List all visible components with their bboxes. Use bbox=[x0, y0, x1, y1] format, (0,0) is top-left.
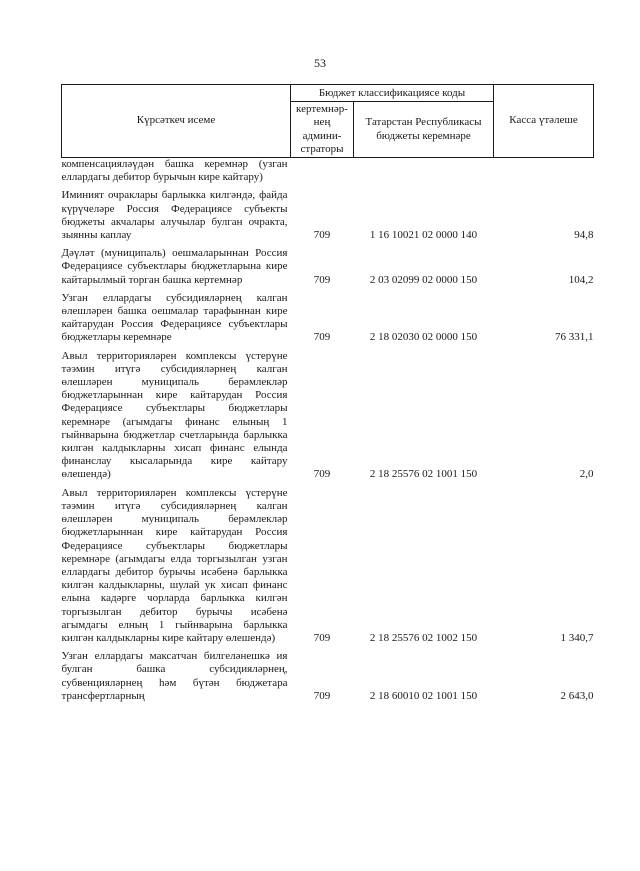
header-admin-code: кертемнәр-нең админи-страторы bbox=[291, 102, 354, 158]
table-row bbox=[62, 482, 594, 645]
admin-code: 709 bbox=[313, 229, 331, 242]
admin-code: 709 bbox=[313, 273, 331, 286]
cash-amount: 104,2 bbox=[568, 273, 594, 286]
admin-code: 709 bbox=[313, 468, 331, 481]
revenue-code: 2 03 02099 02 0000 150 bbox=[369, 273, 478, 286]
revenue-code: 2 18 60010 02 1001 150 bbox=[369, 689, 478, 702]
indicator-name: Авыл территорияләрен комплексы үстерүне тәэмин итүгә субсидияләрнең калган өлешләрен муниципаль берәмлекләр бюджетларыннан кире кайтарудан Россия Федерациясе субъектлары бюджетлары керемнәре (агымдагы финанс елының 1 гыйнварына бюджетлар счетларында барлыкка килгән калдыкларны хисап финанс елында финанслау кысаларында кире кайтару өлешендә) bbox=[61, 349, 288, 481]
indicator-name: Авыл территорияләрен комплексы үстерүне тәэмин итүгә субсидияләрнең калган өлешләрен муниципаль берәмлекләр бюджетларыннан кире кайтарудан Россия Федерациясе субъектлары бюджетлары керемнәре (агымдагы елда торгызылган узган еллардагы дебитор бурычы исәбенә барлыкка килгән калдыкларны, шулай ук хисап финанс елына кадәрге чорларда барлыкка килгән торгызылган дебитор бурычы исәбенә агымдагы елның 1 гыйнварына барлыкка килгән калдыкларны кире кайтару өлешендә) bbox=[61, 486, 288, 644]
header-cash: Касса үтәлеше bbox=[494, 85, 594, 158]
cash-amount: 76 331,1 bbox=[555, 331, 594, 344]
admin-code: 709 bbox=[313, 631, 331, 644]
indicator-name: Иминият очраклары барлыкка килгәндә, файда күрүчеләре Россия Федерациясе субъекты бюджеты акчалары алучылар булган очракта, зыянны каплау bbox=[61, 189, 288, 242]
revenue-code: 1 16 10021 02 0000 140 bbox=[369, 229, 478, 242]
table-row bbox=[62, 158, 594, 185]
table-body bbox=[62, 158, 594, 703]
header-indicator: Күрсәткеч исеме bbox=[62, 85, 291, 158]
admin-code: 709 bbox=[313, 689, 331, 702]
admin-code bbox=[291, 158, 354, 185]
cash-amount: 94,8 bbox=[574, 229, 594, 242]
indicator-name: Дәүләт (муниципаль) оешмаларыннан Россия Федерациясе субъектлары бюджетларына кире кайтарылмый торган башка кертемнәр bbox=[61, 247, 288, 286]
cash-amount: 2 643,0 bbox=[560, 689, 594, 702]
table-row bbox=[62, 184, 594, 242]
cash-amount: 2,0 bbox=[579, 468, 594, 481]
indicator-name: компенсацияләүдән башка керемнәр (узган еллардагы дебитор бурычын кире кайтару) bbox=[61, 158, 288, 184]
indicator-name: Узган еллардагы максатчан билгеләнешкә ия булган башка субсидияләрнең, субвенцияләрнең һәм бүтән бюджетара трансфертларның bbox=[61, 650, 288, 702]
indicator-name: Узган еллардагы субсидияләрнең калган өлешләрен башка оешмалар тарафыннан кире кайтарудан Россия Федерациясе субъектлары бюджетлары керемнәре bbox=[61, 291, 288, 344]
admin-code: 709 bbox=[313, 331, 331, 344]
cash-amount: 1 340,7 bbox=[560, 631, 594, 644]
header-revenue-code: Татарстан Республикасы бюджеты керемнәре bbox=[354, 102, 494, 158]
table-row bbox=[62, 287, 594, 345]
revenue-code: 2 18 25576 02 1002 150 bbox=[369, 631, 478, 644]
revenue-code: 2 18 25576 02 1001 150 bbox=[369, 468, 478, 481]
header-budget-codes: Бюджет классификациясе коды bbox=[291, 85, 494, 102]
cash-amount bbox=[494, 158, 594, 185]
budget-table bbox=[61, 84, 594, 703]
table-row bbox=[62, 345, 594, 482]
page-number: 53 bbox=[314, 56, 326, 70]
table-row bbox=[62, 242, 594, 287]
revenue-code bbox=[354, 158, 494, 185]
revenue-code: 2 18 02030 02 0000 150 bbox=[369, 331, 478, 344]
table-row bbox=[62, 645, 594, 703]
